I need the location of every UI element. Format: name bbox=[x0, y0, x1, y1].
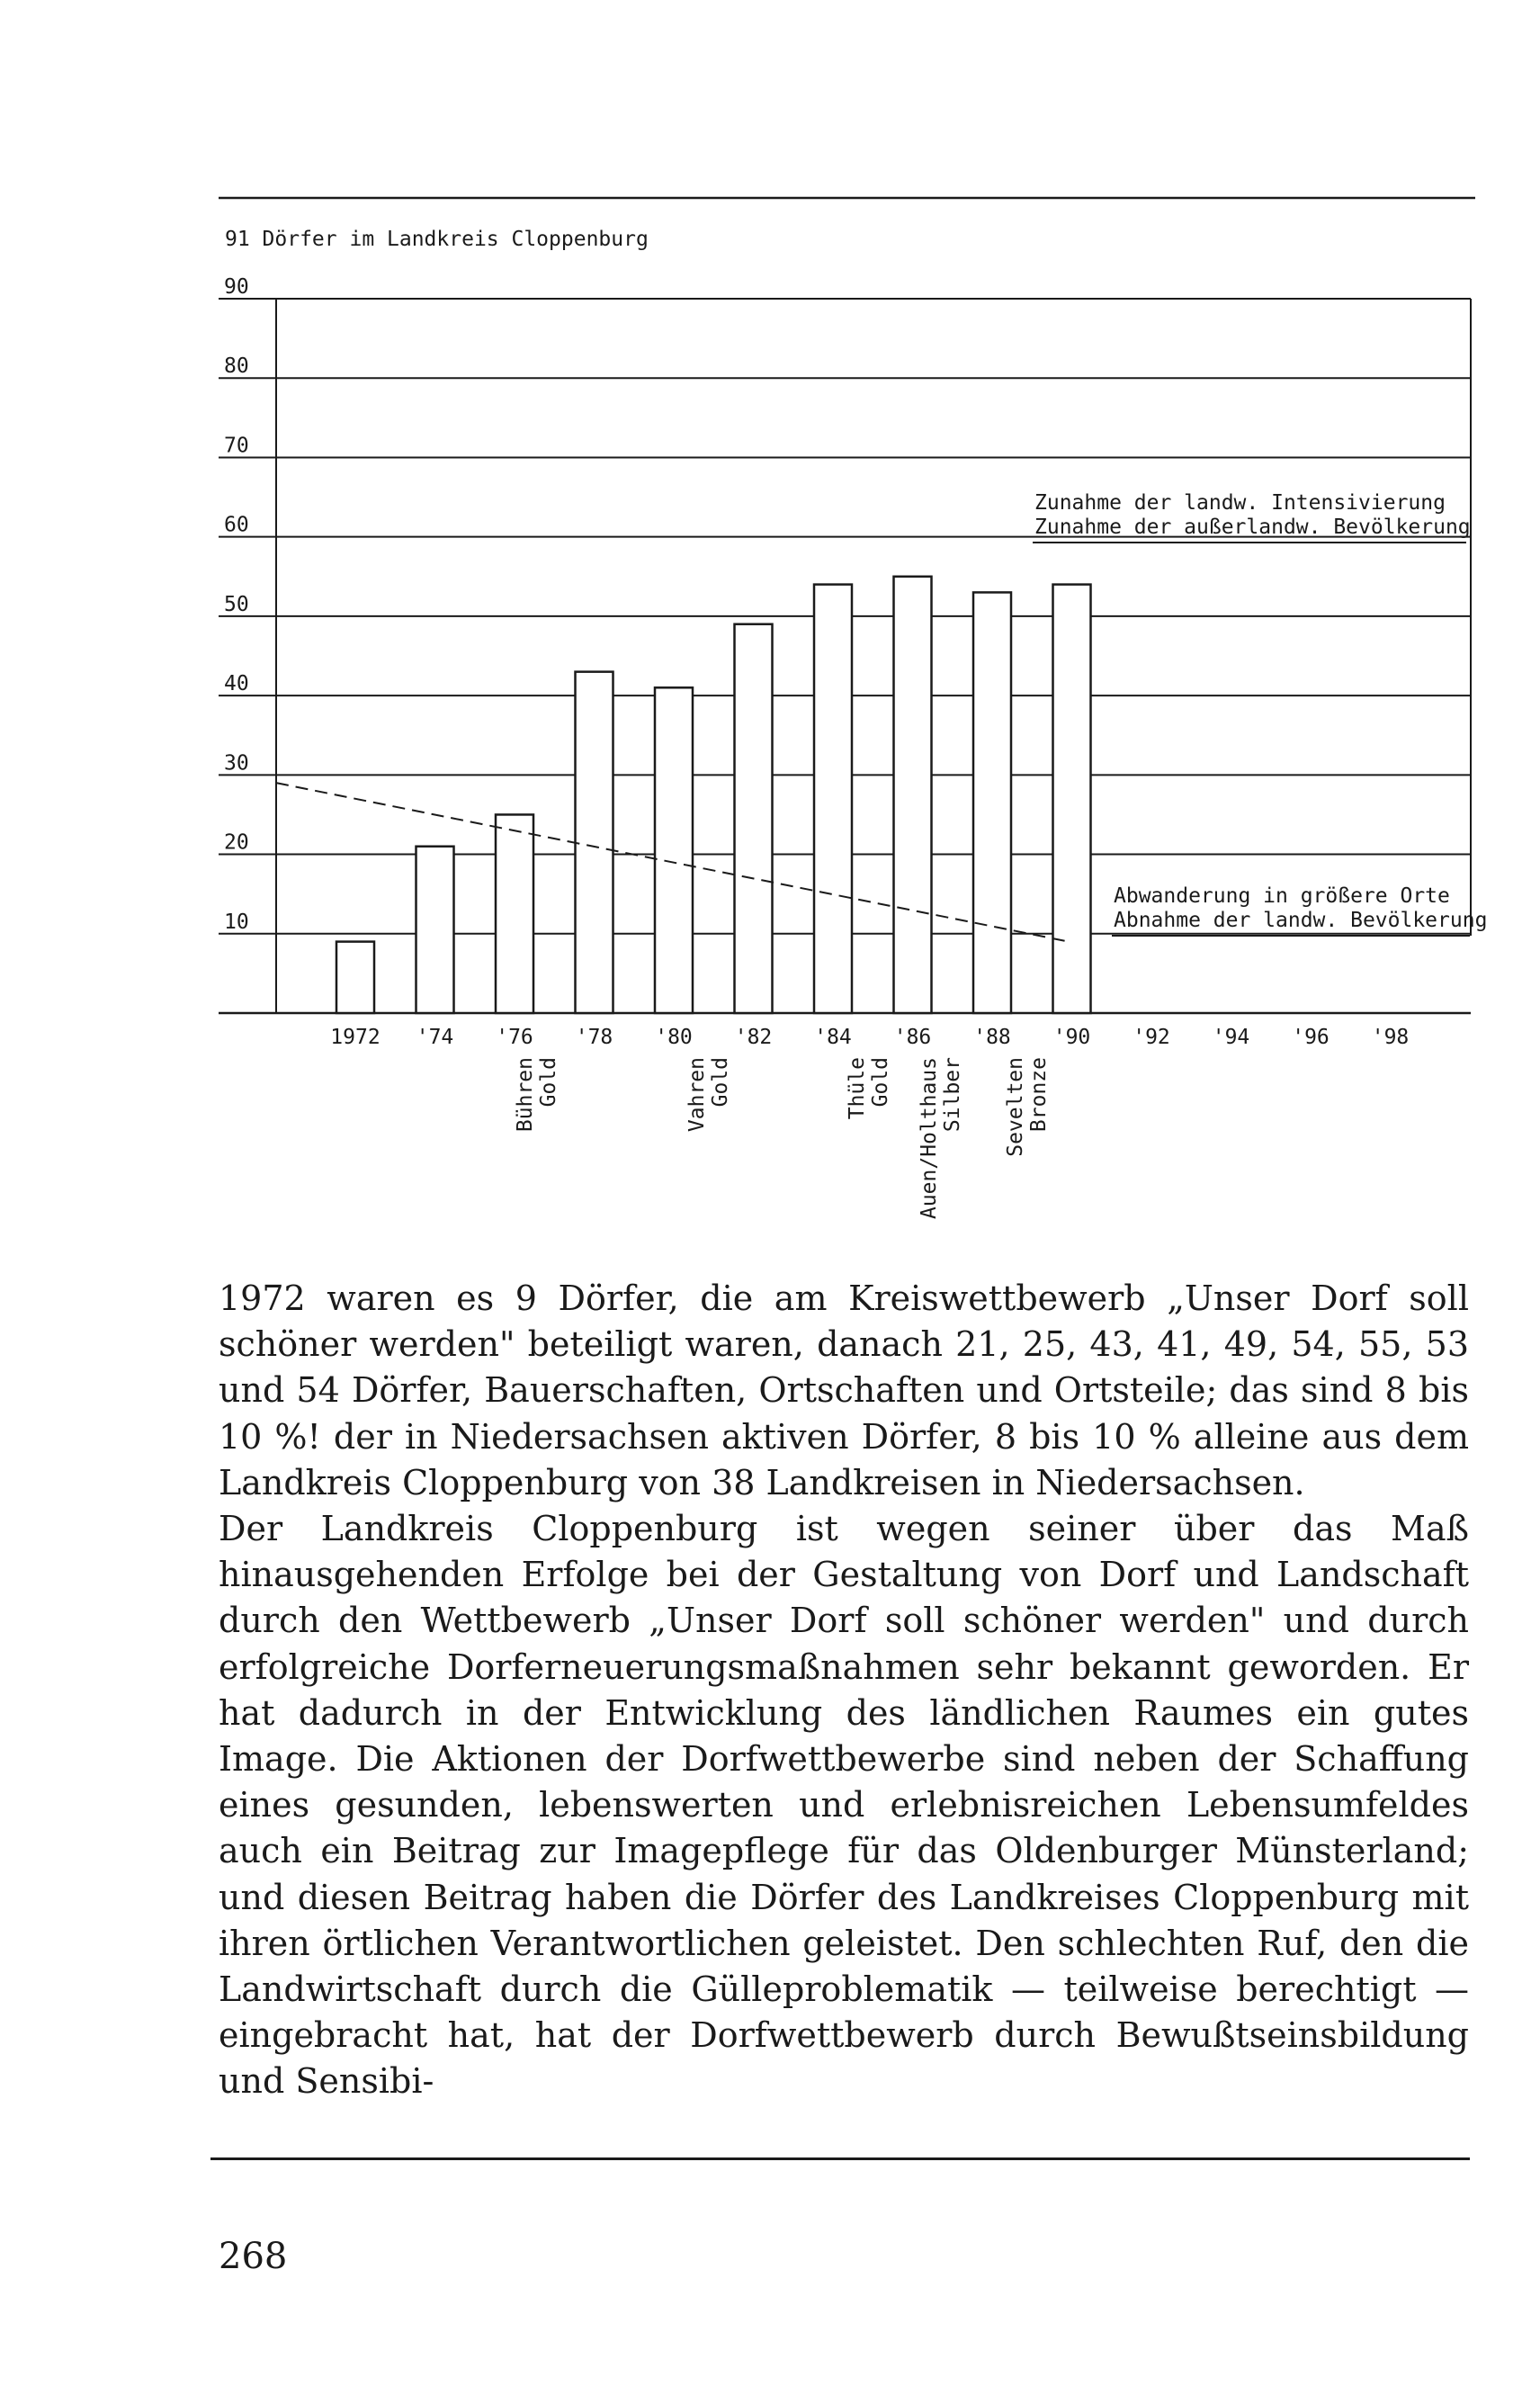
award-place: Thüle bbox=[846, 1057, 869, 1120]
y-tick-label: 30 bbox=[224, 751, 249, 776]
x-tick-label: '94 bbox=[1212, 1026, 1250, 1049]
annotation-top bbox=[1034, 491, 1471, 539]
x-tick-label: '76 bbox=[496, 1026, 533, 1049]
y-tick-label: 80 bbox=[224, 354, 249, 379]
x-tick-label: '96 bbox=[1292, 1026, 1330, 1049]
y-tick-label: 90 bbox=[224, 275, 249, 299]
y-tick-label: 40 bbox=[224, 672, 249, 696]
y-axis-labels bbox=[224, 275, 249, 934]
award-medal: Gold bbox=[709, 1057, 732, 1108]
award-medal: Silber bbox=[941, 1057, 964, 1133]
x-tick-label: '98 bbox=[1371, 1026, 1410, 1049]
chart-title: 91 Dörfer im Landkreis Cloppenburg bbox=[225, 228, 649, 251]
award-place: Sevelten bbox=[1004, 1057, 1027, 1157]
paragraph-2: Der Landkreis Cloppenburg ist wegen seiner über das Maß hinausgehenden Erfolge bei der Gestaltung von Dorf und Landschaft durch den Wettbewerb „Unser Dorf soll schöner werden" und durch erfolgreiche Dorferneuerungsmaßnahmen sehr bekannt geworden. Er hat dadurch in der Entwicklung des ländlichen Raumes ein gutes Image. Die Aktionen der Dorfwettbewerbe sind neben der Schaffung eines gesunden, lebenswerten und erlebnisreichen Lebensumfeldes auch ein Beitrag zur Imagepflege für das Oldenburger Münsterland; und diesen Beitrag haben die Dörfer des Landkreises Cloppenburg mit ihren örtlichen Verantwortlichen geleistet. Den schlechten Ruf, den die Landwirtschaft durch die Gülleproblematik — teilweise berechtigt — eingebracht hat, hat der Dorfwettbewerb durch Bewußtseinsbildung und Sensibi- bbox=[219, 1509, 1469, 2102]
award-label bbox=[918, 1057, 964, 1219]
bar bbox=[894, 577, 932, 1013]
x-tick-label: '74 bbox=[416, 1026, 454, 1049]
x-tick-label: '78 bbox=[575, 1026, 613, 1049]
page-number: 268 bbox=[219, 2236, 288, 2277]
award-label bbox=[685, 1057, 732, 1132]
award-medal: Gold bbox=[537, 1057, 560, 1108]
x-tick-label: '92 bbox=[1133, 1026, 1170, 1049]
bars bbox=[336, 577, 1091, 1013]
y-tick-label: 50 bbox=[224, 592, 249, 616]
annotation-top-line-2: Zunahme der außerlandw. Bevölkerung bbox=[1034, 516, 1471, 539]
paragraph-1: 1972 waren es 9 Dörfer, die am Kreiswettbewerb „Unser Dorf soll schöner werden" beteiligt waren, danach 21, 25, 43, 41, 49, 54, 55, 53 und 54 Dörfer, Bauerschaften, Ortschaften und Ortsteile; das sind 8 bis 10 %! der in Niedersachsen aktiven Dörfer, 8 bis 10 % alleine aus dem Landkreis Cloppenburg von 38 Landkreisen in Niedersachsen. bbox=[219, 1278, 1469, 1502]
bar bbox=[576, 672, 613, 1013]
body-text bbox=[219, 1276, 1469, 2105]
award-label bbox=[1004, 1057, 1051, 1157]
x-tick-label: '88 bbox=[973, 1026, 1011, 1049]
y-tick-label: 20 bbox=[224, 830, 249, 855]
bar bbox=[416, 847, 454, 1013]
y-tick-label: 10 bbox=[224, 910, 249, 934]
bar bbox=[496, 814, 533, 1013]
award-place: Vahren bbox=[685, 1057, 709, 1133]
annotation-bottom-line-2: Abnahme der landw. Bevölkerung bbox=[1114, 909, 1488, 932]
bar bbox=[814, 585, 852, 1013]
annotation-bottom bbox=[1114, 884, 1487, 932]
annotation-bottom-line-1: Abwanderung in größere Orte bbox=[1114, 884, 1450, 908]
x-tick-label: 1972 bbox=[330, 1026, 381, 1049]
x-axis-labels bbox=[330, 1026, 1409, 1049]
x-tick-label: '90 bbox=[1052, 1026, 1091, 1049]
bar bbox=[336, 942, 374, 1013]
award-place: Auen/Holthaus bbox=[918, 1057, 941, 1220]
award-place: Bühren bbox=[514, 1057, 537, 1133]
annotation-top-line-1: Zunahme der landw. Intensivierung bbox=[1034, 491, 1446, 515]
x-tick-label: '80 bbox=[655, 1026, 693, 1049]
y-tick-label: 60 bbox=[224, 513, 249, 537]
x-tick-label: '84 bbox=[814, 1026, 852, 1049]
award-label bbox=[846, 1057, 892, 1119]
award-medal: Gold bbox=[869, 1057, 892, 1108]
award-label bbox=[514, 1057, 560, 1132]
award-medal: Bronze bbox=[1027, 1057, 1051, 1133]
x-tick-label: '86 bbox=[893, 1026, 932, 1049]
award-labels bbox=[514, 1057, 1051, 1219]
y-tick-label: 70 bbox=[224, 434, 249, 458]
bar bbox=[973, 592, 1011, 1013]
bar bbox=[735, 624, 773, 1013]
bar bbox=[655, 687, 693, 1013]
bar bbox=[1053, 585, 1091, 1013]
bottom-rule bbox=[210, 2157, 1470, 2160]
x-tick-label: '82 bbox=[734, 1026, 773, 1049]
